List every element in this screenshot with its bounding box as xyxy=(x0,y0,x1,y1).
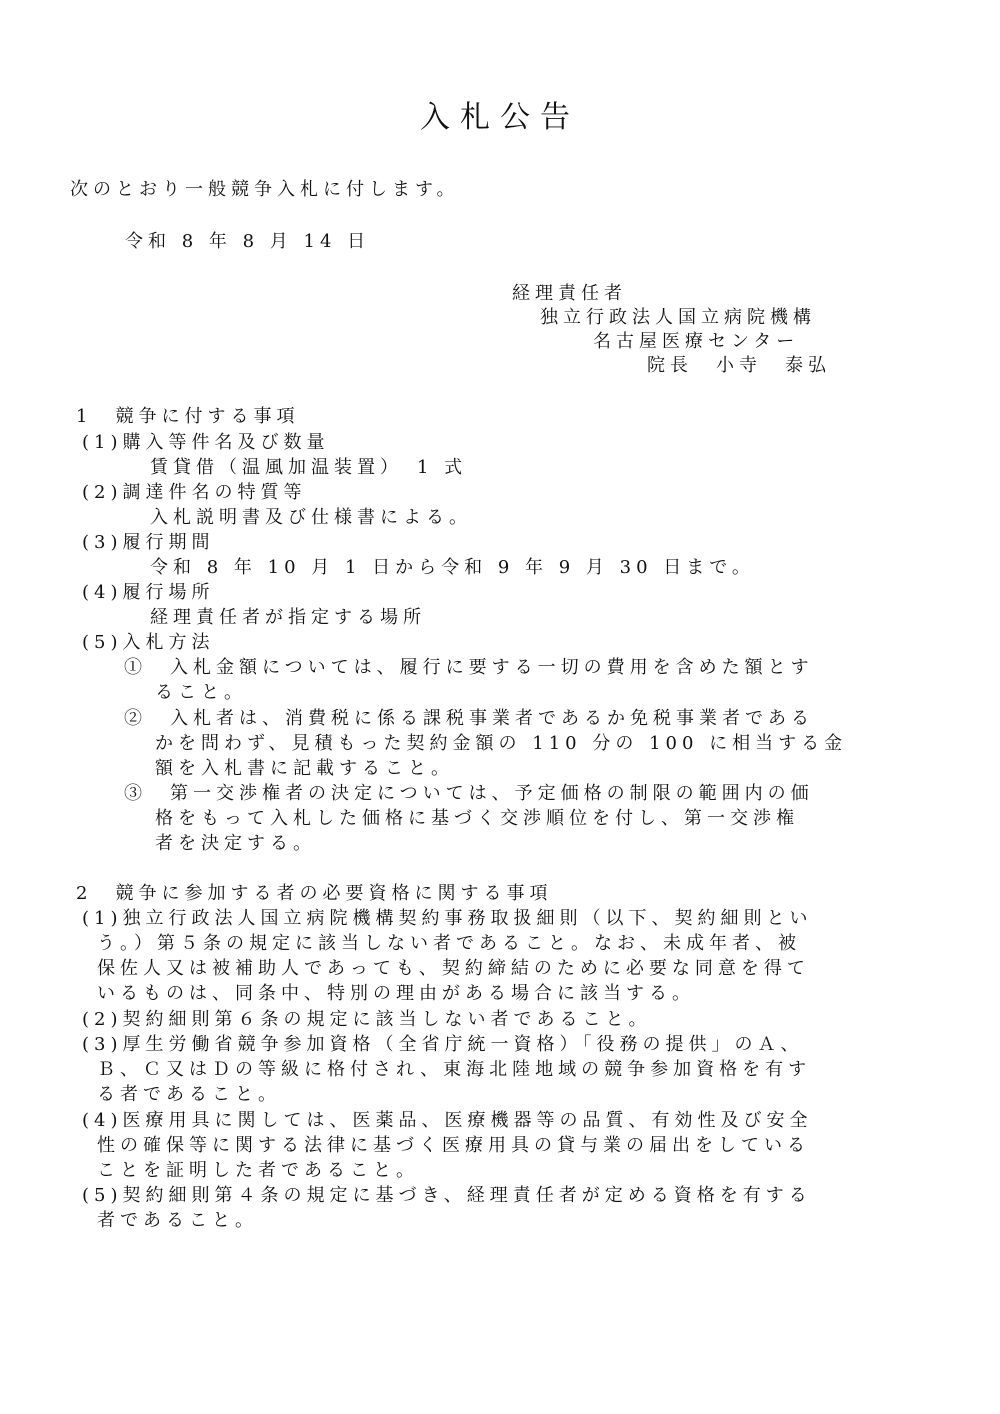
item-1-5-sub1-line2: ること。 xyxy=(155,682,247,703)
item-2-3-line2: Ｂ、Ｃ又はＤの等級に格付され、東海北陸地域の競争参加資格を有す xyxy=(97,1059,812,1080)
issuer-role: 経理責任者 xyxy=(512,283,627,304)
item-1-5-sub3-line3: 者を決定する。 xyxy=(155,833,316,854)
item-2-1-line3: 保佐人又は被補助人であっても、契約締結のために必要な同意を得て xyxy=(97,958,810,979)
item-1-2-heading: (2)調達件名の特質等 xyxy=(82,482,307,503)
item-2-1-line2: う。）第５条の規定に該当しない者であること。なお、未成年者、被 xyxy=(97,933,801,954)
item-1-5-sub2-line1: ② 入札者は、消費税に係る課税事業者であるか免税事業者である xyxy=(124,708,814,729)
issuer-director: 院長 小寺 泰弘 xyxy=(647,355,831,376)
item-1-5-sub2-line3: 額を入札書に記載すること。 xyxy=(155,758,454,779)
item-2-5-line2: 者であること。 xyxy=(97,1210,258,1231)
item-1-5-sub3-line1: ③ 第一交渉権者の決定については、予定価格の制限の範囲内の価 xyxy=(124,783,814,804)
document-title: 入札公告 xyxy=(420,100,580,135)
item-2-1-line1: (1)独立行政法人国立病院機構契約事務取扱細則（以下、契約細則とい xyxy=(82,908,813,929)
issuer-center: 名古屋医療センター xyxy=(593,331,800,352)
section-2-heading: 2 競争に参加する者の必要資格に関する事項 xyxy=(76,883,553,904)
item-1-1-body: 賃貸借（温風加温装置） 1 式 xyxy=(150,457,468,478)
item-1-3-heading: (3)履行期間 xyxy=(82,532,215,553)
issuer-organization: 独立行政法人国立病院機構 xyxy=(540,307,816,328)
item-1-4-body: 経理責任者が指定する場所 xyxy=(150,607,426,628)
item-1-5-sub1-line1: ① 入札金額については、履行に要する一切の費用を含めた額とす xyxy=(124,657,814,678)
item-1-5-sub2-line2: かを問わず、見積もった契約金額の 110 分の 100 に相当する金 xyxy=(155,733,848,754)
item-1-5-sub3-line2: 格をもって入札した価格に基づく交渉順位を付し、第一交渉権 xyxy=(155,808,799,829)
item-2-5-line1: (5)契約細則第４条の規定に基づき、経理責任者が定める資格を有する xyxy=(82,1185,812,1206)
item-2-4-line3: ことを証明した者であること。 xyxy=(97,1160,419,1181)
item-2-3-line1: (3)厚生労働省競争参加資格（全省庁統一資格）「役務の提供」のＡ、 xyxy=(82,1034,804,1055)
item-2-4-line1: (4)医療用具に関しては、医薬品、医療機器等の品質、有効性及び安全 xyxy=(82,1110,813,1131)
item-1-2-body: 入札説明書及び仕様書による。 xyxy=(150,507,472,528)
section-1-heading: 1 競争に付する事項 xyxy=(76,406,300,427)
intro-text: 次のとおり一般競争入札に付します。 xyxy=(70,179,460,200)
item-1-5-heading: (5)入札方法 xyxy=(82,632,215,653)
item-1-4-heading: (4)履行場所 xyxy=(82,582,215,603)
item-2-4-line2: 性の確保等に関する法律に基づく医療用具の貸与業の届出をしている xyxy=(97,1135,810,1156)
item-1-3-body: 令和 8 年 10 月 1 日から令和 9 年 9 月 30 日まで。 xyxy=(150,557,755,578)
issue-date: 令和 8 年 8 月 14 日 xyxy=(125,231,371,252)
item-1-1-heading: (1)購入等件名及び数量 xyxy=(82,432,330,453)
item-2-2-line1: (2)契約細則第６条の規定に該当しない者であること。 xyxy=(82,1009,652,1030)
item-2-1-line4: いるものは、同条中、特別の理由がある場合に該当する。 xyxy=(97,983,695,1004)
item-2-3-line3: る者であること。 xyxy=(97,1084,281,1105)
